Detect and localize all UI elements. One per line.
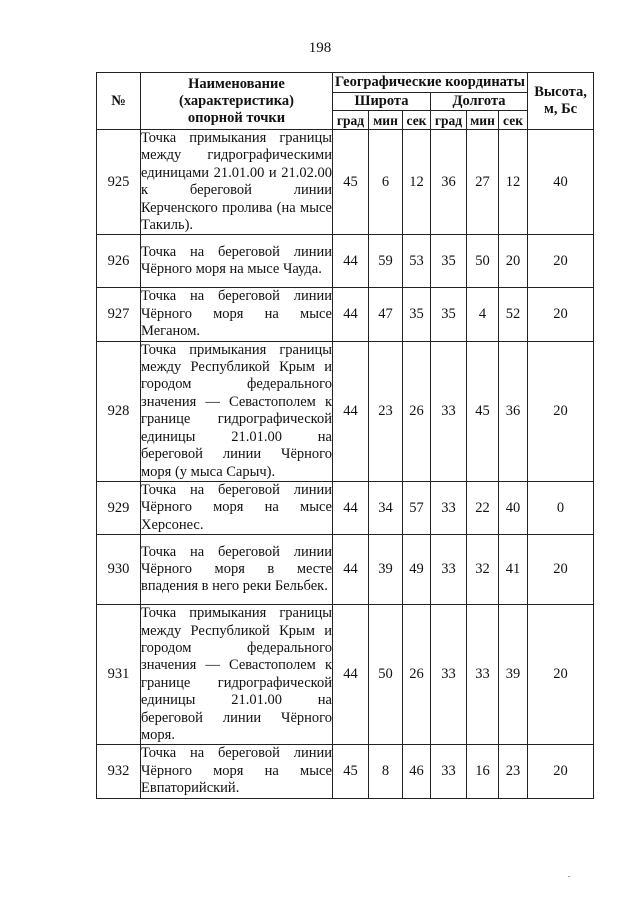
lat-min-cell: 6	[369, 130, 403, 235]
header-height-line1: Высота,	[534, 84, 587, 100]
lat-deg-cell: 44	[333, 605, 369, 745]
lat-min-cell: 8	[369, 745, 403, 798]
header-name-line2: (характеристика)	[179, 92, 294, 109]
height-cell: 20	[528, 535, 594, 605]
header-height-line2: м, Бс	[543, 101, 578, 117]
lon-min-cell: 45	[467, 341, 499, 481]
lon-deg-cell: 35	[431, 288, 467, 341]
lon-sec-cell: 12	[499, 130, 528, 235]
row-number: 928	[97, 341, 141, 481]
height-cell: 0	[528, 481, 594, 534]
row-number: 927	[97, 288, 141, 341]
height-cell: 20	[528, 288, 594, 341]
height-cell: 20	[528, 745, 594, 798]
lat-min-cell: 39	[369, 535, 403, 605]
header-lon-sec: сек	[499, 111, 528, 130]
row-description: Точка на береговой линии Чёрного моря в месте впадения в него реки Бельбек.	[141, 535, 333, 605]
header-geo-coordinates: Географические координаты	[333, 73, 528, 93]
lon-sec-cell: 41	[499, 535, 528, 605]
lat-deg-cell: 44	[333, 535, 369, 605]
row-number: 926	[97, 235, 141, 288]
height-cell: 20	[528, 341, 594, 481]
lat-min-cell: 47	[369, 288, 403, 341]
lon-sec-cell: 23	[499, 745, 528, 798]
header-lat-min: мин	[369, 111, 403, 130]
height-cell: 20	[528, 235, 594, 288]
lon-min-cell: 4	[467, 288, 499, 341]
lat-sec-cell: 57	[403, 481, 431, 534]
lat-sec-cell: 46	[403, 745, 431, 798]
lon-deg-cell: 33	[431, 341, 467, 481]
lon-min-cell: 27	[467, 130, 499, 235]
table-row	[97, 288, 594, 341]
height-cell: 40	[528, 130, 594, 235]
lat-min-cell: 34	[369, 481, 403, 534]
lon-sec-cell: 20	[499, 235, 528, 288]
lat-deg-cell: 44	[333, 341, 369, 481]
lon-deg-cell: 33	[431, 605, 467, 745]
lon-deg-cell: 33	[431, 481, 467, 534]
lon-deg-cell: 33	[431, 745, 467, 798]
table-header	[97, 73, 594, 130]
height-cell: 20	[528, 605, 594, 745]
header-number: №	[97, 73, 141, 130]
lat-deg-cell: 44	[333, 481, 369, 534]
row-number: 929	[97, 481, 141, 534]
lat-sec-cell: 26	[403, 605, 431, 745]
table-row	[97, 605, 594, 745]
header-name-line1: Наименование	[188, 75, 285, 92]
table-body	[97, 130, 594, 799]
lon-min-cell: 50	[467, 235, 499, 288]
lon-deg-cell: 33	[431, 535, 467, 605]
lat-deg-cell: 45	[333, 130, 369, 235]
header-height	[528, 73, 594, 130]
lon-sec-cell: 36	[499, 341, 528, 481]
lon-deg-cell: 36	[431, 130, 467, 235]
lon-sec-cell: 39	[499, 605, 528, 745]
lat-sec-cell: 26	[403, 341, 431, 481]
lat-min-cell: 23	[369, 341, 403, 481]
header-longitude: Долгота	[431, 93, 528, 111]
table-row	[97, 481, 594, 534]
header-name-line3: опорной точки	[187, 109, 286, 126]
row-description: Точка на береговой линии Чёрного моря на мысе Меганом.	[141, 288, 332, 340]
scan-speck	[568, 876, 570, 877]
table-row	[97, 130, 594, 235]
table-row	[97, 235, 594, 288]
coordinates-table	[96, 72, 594, 799]
lon-min-cell: 22	[467, 481, 499, 534]
header-name	[141, 73, 333, 130]
lon-sec-cell: 52	[499, 288, 528, 341]
header-lon-min: мин	[467, 111, 499, 130]
lat-sec-cell: 35	[403, 288, 431, 341]
lon-sec-cell: 40	[499, 481, 528, 534]
lon-min-cell: 33	[467, 605, 499, 745]
lat-deg-cell: 44	[333, 235, 369, 288]
row-number: 932	[97, 745, 141, 798]
header-lat-sec: сек	[403, 111, 431, 130]
row-number: 925	[97, 130, 141, 235]
header-lon-deg: град	[431, 111, 467, 130]
row-number: 931	[97, 605, 141, 745]
lon-min-cell: 16	[467, 745, 499, 798]
page-number: 198	[308, 40, 332, 56]
row-description: Точка примыкания границы между Республикой Крым и городом федерального значения — Севастополем к границе гидрографической единицы 21.01.00 на береговой линии Чёрного моря.	[141, 605, 332, 743]
lat-deg-cell: 44	[333, 288, 369, 341]
table-row	[97, 535, 594, 605]
lon-min-cell: 32	[467, 535, 499, 605]
table-row	[97, 341, 594, 481]
row-description: Точка примыкания границы между Республикой Крым и городом федерального значения — Севастополем к границе гидрографической единицы 21.01.00 на береговой линии Чёрного моря (у мыса Сарыч).	[141, 341, 332, 480]
lat-sec-cell: 49	[403, 535, 431, 605]
lat-deg-cell: 45	[333, 745, 369, 798]
header-latitude: Широта	[333, 93, 431, 111]
lat-min-cell: 50	[369, 605, 403, 745]
header-lat-deg: град	[333, 111, 369, 130]
lat-sec-cell: 53	[403, 235, 431, 288]
row-description: Точка на береговой линии Чёрного моря на мысе Евпаторийский.	[141, 745, 332, 797]
lat-min-cell: 59	[369, 235, 403, 288]
lat-sec-cell: 12	[403, 130, 431, 235]
lon-deg-cell: 35	[431, 235, 467, 288]
row-description: Точка на береговой линии Чёрного моря на мысе Чауда.	[141, 235, 333, 288]
row-number: 930	[97, 535, 141, 605]
row-description: Точка на береговой линии Чёрного моря на мысе Херсонес.	[141, 481, 332, 533]
row-description: Точка примыкания границы между гидрографическими единицами 21.01.00 и 21.02.00 к береговой линии Керченского пролива (на мысе Такиль).	[141, 130, 332, 234]
table-row	[97, 745, 594, 798]
